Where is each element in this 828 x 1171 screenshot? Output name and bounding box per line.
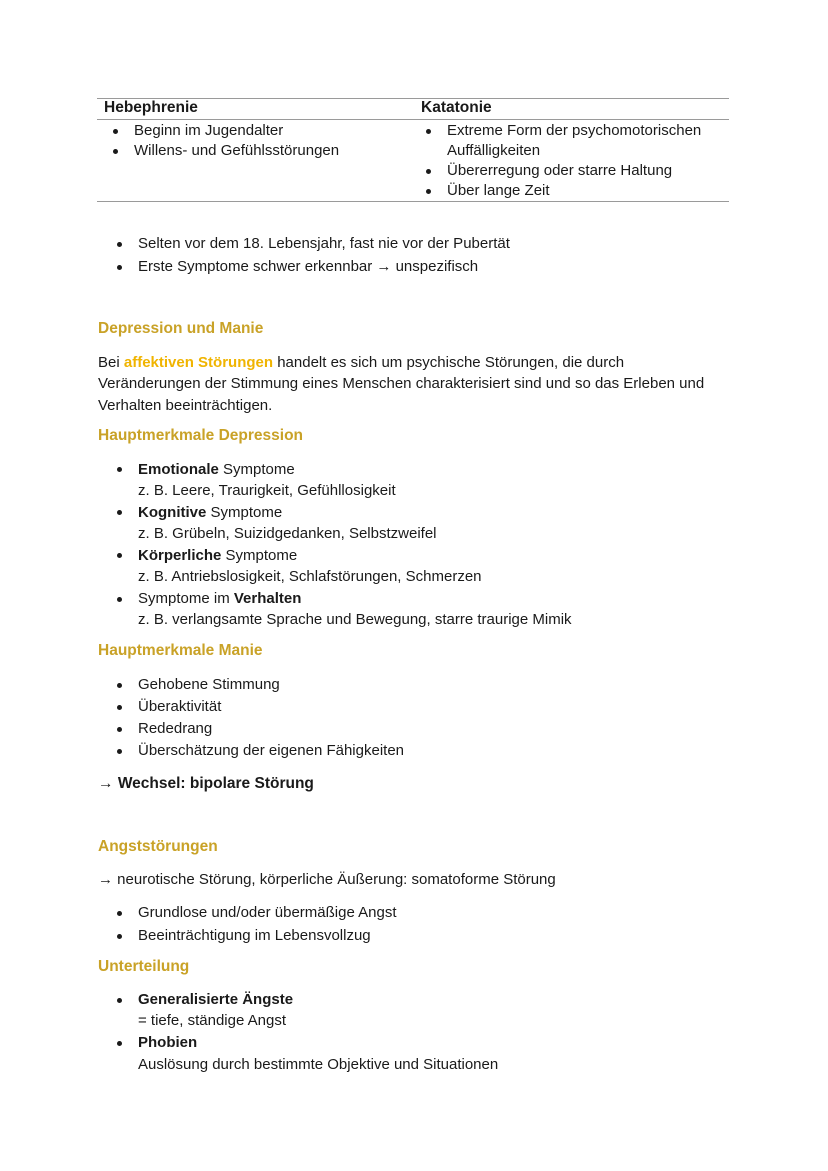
feature-bold: Kognitive xyxy=(138,504,207,521)
bullet-icon xyxy=(117,934,122,939)
bipolar-conclusion xyxy=(98,774,314,794)
table-right-item: Extreme Form der psychomotorischen xyxy=(447,122,702,139)
intro-text: Bei xyxy=(98,354,124,371)
intro-line: Verhalten beeinträchtigen. xyxy=(98,397,273,414)
list-item: Überschätzung der eigenen Fähigkeiten xyxy=(138,742,405,759)
bullet-icon xyxy=(117,265,122,270)
bullet-icon xyxy=(117,467,122,472)
feature-item xyxy=(138,460,295,480)
type-item xyxy=(138,990,293,1010)
bullet-icon xyxy=(117,553,122,558)
table-left-item: Beginn im Jugendalter xyxy=(134,122,284,139)
table-right-item: Über lange Zeit xyxy=(447,182,550,199)
section-heading: Depression und Manie xyxy=(98,320,264,337)
intro-line xyxy=(98,353,624,373)
feature-rest: Symptome xyxy=(218,461,295,478)
table-header-katatonie: Katatonie xyxy=(421,99,492,116)
table-right-item-cont: Auffälligkeiten xyxy=(447,142,541,159)
feature-rest: Symptome xyxy=(221,547,298,564)
list-item: Beeinträchtigung im Lebensvollzug xyxy=(138,927,371,944)
table-header-hebephrenie: Hebephrenie xyxy=(104,99,198,116)
bullet-icon xyxy=(117,1041,122,1046)
feature-sub: z. B. Leere, Traurigkeit, Gefühllosigkeit xyxy=(138,482,396,499)
feature-sub: z. B. Antriebslosigkeit, Schlafstörungen, Schmerzen xyxy=(138,568,482,585)
anxiety-note: → neurotische Störung, körperliche Äußerung: somatoforme Störung xyxy=(98,871,556,888)
arrow-icon: → xyxy=(98,775,118,792)
type-bold: Phobien xyxy=(138,1034,198,1051)
feature-item xyxy=(138,546,297,566)
feature-sub: z. B. verlangsamte Sprache und Bewegung, starre traurige Mimik xyxy=(138,611,572,628)
bullet-icon xyxy=(113,149,118,154)
bullet-icon xyxy=(426,169,431,174)
table-left-item: Willens- und Gefühlsstörungen xyxy=(134,142,340,159)
feature-item xyxy=(138,589,301,609)
section-heading: Angststörungen xyxy=(98,838,218,855)
bullet-icon xyxy=(426,129,431,134)
bullet-icon xyxy=(117,510,122,515)
bullet-icon xyxy=(117,911,122,916)
bullet-icon xyxy=(117,242,122,247)
type-sub: Auslösung durch bestimmte Objektive und Situationen xyxy=(138,1056,499,1073)
list-item: Überaktivität xyxy=(138,698,222,715)
sub-heading: Hauptmerkmale Depression xyxy=(98,427,304,444)
table-bottom-rule xyxy=(97,201,729,202)
feature-bold: Emotionale xyxy=(138,461,219,478)
bullet-icon xyxy=(426,189,431,194)
bullet-icon xyxy=(117,998,122,1003)
bullet-icon xyxy=(117,597,122,602)
feature-bold: Körperliche xyxy=(138,547,222,564)
type-item xyxy=(138,1033,197,1053)
list-item: Erste Symptome schwer erkennbar → unspezifisch xyxy=(138,258,479,275)
list-item: Rededrang xyxy=(138,720,213,737)
sub-heading: Hauptmerkmale Manie xyxy=(98,642,263,659)
feature-sub: z. B. Grübeln, Suizidgedanken, Selbstzweifel xyxy=(138,525,437,542)
feature-pre: Symptome im xyxy=(138,590,234,607)
type-bold: Generalisierte Ängste xyxy=(138,991,294,1008)
feature-bold: Verhalten xyxy=(233,590,302,607)
intro-line: Veränderungen der Stimmung eines Menschen charakterisiert sind und so das Erleben und xyxy=(98,375,705,392)
intro-text: handelt es sich um psychische Störungen, die durch xyxy=(273,354,625,371)
table-right-item: Übererregung oder starre Haltung xyxy=(447,162,673,179)
list-item: Grundlose und/oder übermäßige Angst xyxy=(138,904,397,921)
bullet-icon xyxy=(117,683,122,688)
list-item: Gehobene Stimmung xyxy=(138,676,280,693)
type-sub: = tiefe, ständige Angst xyxy=(138,1012,287,1029)
bullet-icon xyxy=(117,749,122,754)
list-item: Selten vor dem 18. Lebensjahr, fast nie vor der Pubertät xyxy=(138,235,510,252)
highlight-term: affektiven Störungen xyxy=(123,354,274,371)
bullet-icon xyxy=(117,705,122,710)
conclusion-text: Wechsel: bipolare Störung xyxy=(117,775,314,792)
sub-heading: Unterteilung xyxy=(98,958,190,975)
bullet-icon xyxy=(113,129,118,134)
bullet-icon xyxy=(117,727,122,732)
feature-rest: Symptome xyxy=(206,504,283,521)
table-header-rule xyxy=(97,119,729,120)
feature-item xyxy=(138,503,282,523)
